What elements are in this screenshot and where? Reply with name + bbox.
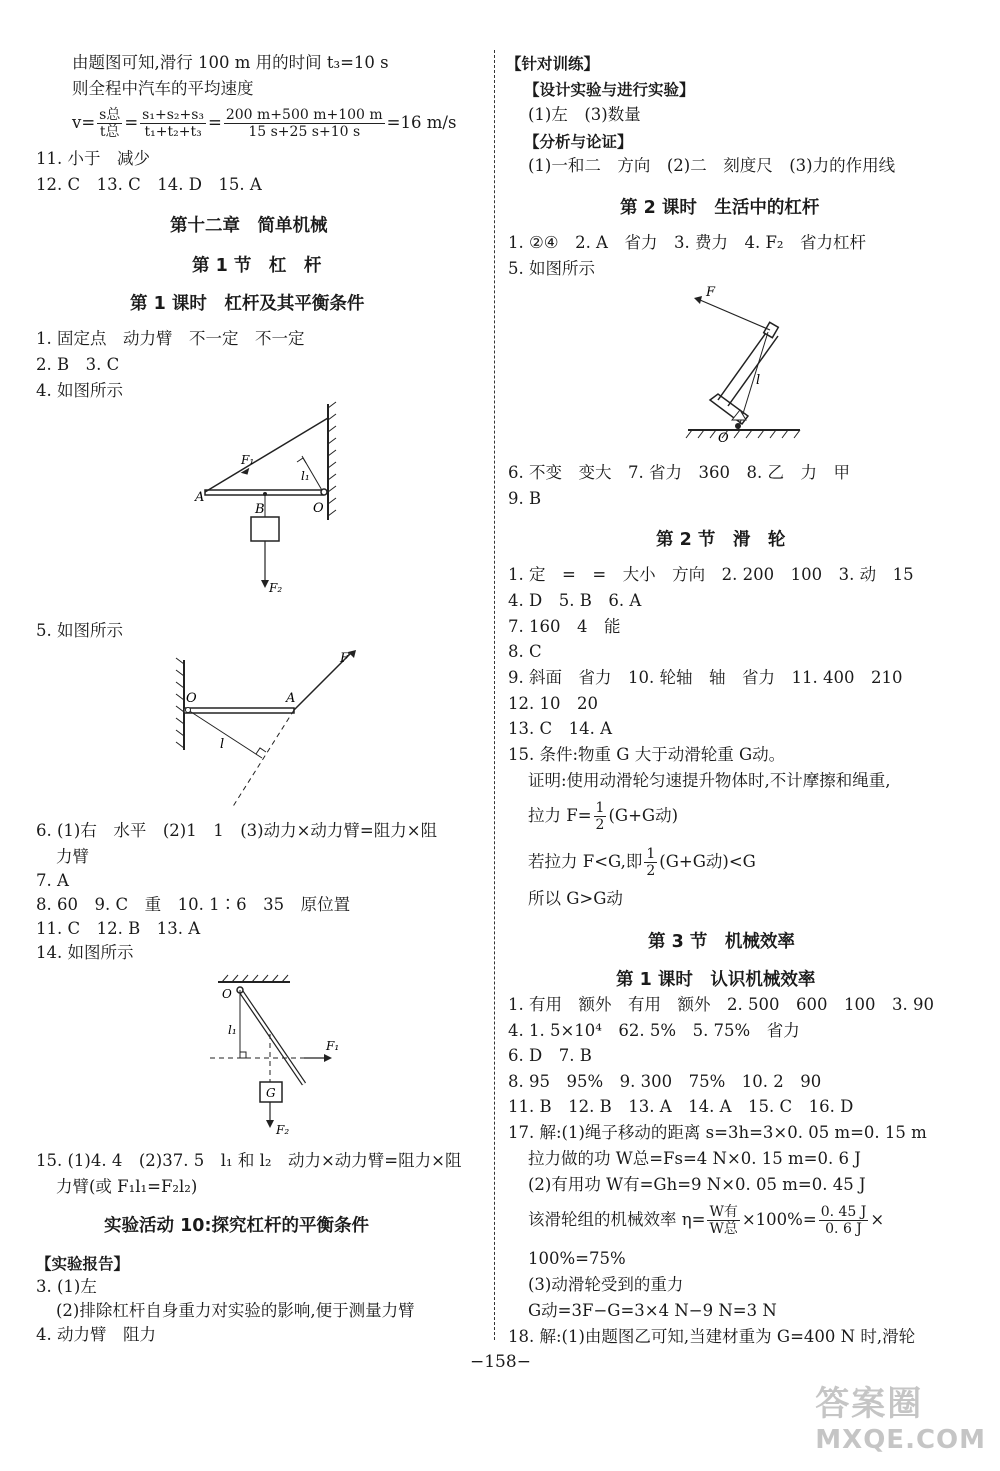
answer-line: 1. 固定点 动力臂 不一定 不一定	[36, 329, 305, 348]
point-label: O	[222, 987, 232, 1001]
lesson-title: 第 1 课时 杠杆及其平衡条件	[130, 294, 365, 314]
answer-line: 4. 动力臂 阻力	[36, 1325, 156, 1344]
answer-line: 证明:使用动滑轮匀速提升物体时,不计摩擦和绳重,	[528, 771, 891, 790]
section-tag: 【分析与论证】	[524, 133, 633, 151]
lesson-title: 第 2 课时 生活中的杠杆	[620, 198, 820, 218]
answer-line: 4. D 5. B 6. A	[508, 591, 642, 610]
arm-label: l	[756, 373, 761, 388]
force-label: F₁	[241, 453, 255, 467]
answer-line: 13. C 14. A	[508, 719, 613, 738]
text-line: 则全程中汽车的平均速度	[72, 79, 254, 98]
chapter-title: 第十二章 简单机械	[170, 216, 328, 236]
answer-line: 6. (1)右 水平 (2)1 1 (3)动力×动力臂=阻力×阻	[36, 821, 438, 840]
section-tag: 【实验报告】	[36, 1255, 130, 1273]
answer-line: 7. A	[36, 871, 69, 890]
answer-line: 9. B	[508, 489, 542, 508]
formula-line: 该滑轮组的机械效率 η= $\frac{\text{W有}}{\text{W总}}$ ×100%= $\frac{0. 45 J}{0. 6 J}$ ×	[528, 1204, 885, 1237]
answer-line: 8. 95 95% 9. 300 75% 10. 2 90	[508, 1072, 822, 1091]
answer-line: 力臂	[56, 847, 89, 866]
point-label: A	[286, 691, 296, 706]
force-label: F₂	[269, 581, 283, 595]
answer-line: 8. C	[508, 642, 542, 661]
answer-line: 力臂(或 F₁l₁=F₂l₂)	[56, 1177, 198, 1196]
answer-line: 15. (1)4. 4 (2)37. 5 l₁ 和 l₂ 动力×动力臂=阻力×阻	[36, 1151, 462, 1170]
fraction: $\frac{\text{s总}}{\text{t总}}$	[99, 107, 121, 140]
answer-line: 15. 条件:物重 G 大于动滑轮重 G动。	[508, 745, 786, 764]
weight-label: G	[266, 1086, 276, 1100]
crowbar-diagram	[680, 280, 820, 450]
section-title: 第 3 节 机械效率	[648, 932, 795, 952]
force-label: F₁	[326, 1039, 340, 1053]
answer-line: 12. 10 20	[508, 694, 598, 713]
answer-line: 8. 60 9. C 重 10. 1∶6 35 原位置	[36, 895, 351, 914]
section-title: 第 1 节 杠 杆	[192, 256, 322, 276]
lesson-title: 第 1 课时 认识机械效率	[616, 970, 816, 990]
lever-diagram-q4	[185, 400, 365, 610]
column-divider	[494, 50, 495, 1340]
force-label: F	[706, 285, 716, 300]
point-label: A	[195, 490, 205, 505]
answer-line: 17. 解:(1)绳子移动的距离 s=3h=3×0. 05 m=0. 15 m	[508, 1123, 927, 1142]
text-line: 由题图可知,滑行 100 m 用的时间 t₃=10 s	[72, 53, 389, 72]
point-label: B	[255, 502, 265, 517]
answer-line: 1. 有用 额外 有用 额外 2. 500 600 100 3. 90	[508, 995, 934, 1014]
force-label: F	[340, 651, 350, 666]
answer-line: 11. B 12. B 13. A 14. A 15. C 16. D	[508, 1097, 854, 1116]
answer-line: 6. D 7. B	[508, 1046, 592, 1065]
fraction: $\frac{1}{2}$	[595, 800, 605, 833]
answer-line: (1)左 (3)数量	[528, 105, 641, 124]
answer-line: (1)一和二 方向 (2)二 刻度尺 (3)力的作用线	[528, 156, 896, 175]
formula-line: 若拉力 F<G,即 $\frac{1}{2}$ (G+G动)<G	[528, 846, 756, 879]
answer-line: 9. 斜面 省力 10. 轮轴 轴 省力 11. 400 210	[508, 668, 903, 687]
answer-line: (3)动滑轮受到的重力	[528, 1275, 684, 1294]
section-title: 第 2 节 滑 轮	[656, 530, 786, 550]
lever-diagram-q14	[200, 972, 360, 1142]
velocity-equation: v= $\frac{\text{s总}}{\text{t总}}$ = $\frac{\text{s₁+s₂+s₃}}{\text{t₁+t₂+t₃}}$ = $\frac{200 m+500 m+100 m}{15 s+25 s+10 s}$ =16 m/s	[72, 107, 457, 140]
answer-line: 5. 如图所示	[508, 259, 595, 278]
answer-line: (2)有用功 W有=Gh=9 N×0. 05 m=0. 45 J	[528, 1175, 866, 1194]
section-tag: 【设计实验与进行实验】	[524, 81, 695, 99]
section-tag: 【针对训练】	[506, 55, 600, 73]
answer-line: G动=3F−G=3×4 N−9 N=3 N	[528, 1301, 777, 1320]
arm-label: l₁	[301, 469, 310, 483]
fraction: $\frac{200 m+500 m+100 m}{15 s+25 s+10 s}$	[225, 107, 383, 140]
experiment-title: 实验活动 10:探究杠杆的平衡条件	[104, 1216, 369, 1236]
fraction: $\frac{\text{W有}}{\text{W总}}$	[709, 1204, 738, 1237]
answer-line: 7. 160 4 能	[508, 617, 621, 636]
point-label: O	[186, 691, 197, 706]
fraction: $\frac{\text{s₁+s₂+s₃}}{\text{t₁+t₂+t₃}}$	[142, 107, 205, 140]
answer-line: 6. 不变 变大 7. 省力 360 8. 乙 力 甲	[508, 463, 850, 482]
answer-line: 18. 解:(1)由题图乙可知,当建材重为 G=400 N 时,滑轮	[508, 1327, 916, 1346]
watermark: 答案圈 MXQE.COM	[815, 1384, 986, 1455]
fraction: $\frac{0. 45 J}{0. 6 J}$	[820, 1204, 867, 1237]
answer-line: 5. 如图所示	[36, 621, 123, 640]
answer-line: 所以 G>G动	[528, 889, 623, 908]
answer-line: 3. (1)左	[36, 1277, 97, 1296]
answer-line: 拉力做的功 W总=Fs=4 N×0. 15 m=0. 6 J	[528, 1149, 861, 1168]
force-label: F₂	[276, 1123, 290, 1137]
answer-line: 4. 如图所示	[36, 381, 123, 400]
answer-line: 4. 1. 5×10⁴ 62. 5% 5. 75% 省力	[508, 1021, 800, 1040]
page-number: −158−	[470, 1352, 531, 1372]
point-label: O	[718, 431, 729, 446]
answer-line: 14. 如图所示	[36, 943, 134, 962]
answer-line: 1. ②④ 2. A 省力 3. 费力 4. F₂ 省力杠杆	[508, 233, 867, 252]
formula-line: 拉力 F= $\frac{1}{2}$ (G+G动)	[528, 800, 679, 833]
answer-line: 11. 小于 减少	[36, 149, 150, 168]
answer-line: (2)排除杠杆自身重力对实验的影响,便于测量力臂	[56, 1301, 415, 1320]
answer-line: 100%=75%	[528, 1249, 626, 1268]
fraction: $\frac{1}{2}$	[646, 846, 656, 879]
arm-label: l	[220, 737, 225, 752]
answer-line: 12. C 13. C 14. D 15. A	[36, 175, 262, 194]
point-label: O	[313, 501, 324, 516]
arm-label: l₁	[228, 1023, 237, 1037]
answer-line: 1. 定 = = 大小 方向 2. 200 100 3. 动 15	[508, 565, 914, 584]
lever-diagram-q5	[170, 640, 370, 810]
answer-line: 2. B 3. C	[36, 355, 120, 374]
answer-line: 11. C 12. B 13. A	[36, 919, 201, 938]
